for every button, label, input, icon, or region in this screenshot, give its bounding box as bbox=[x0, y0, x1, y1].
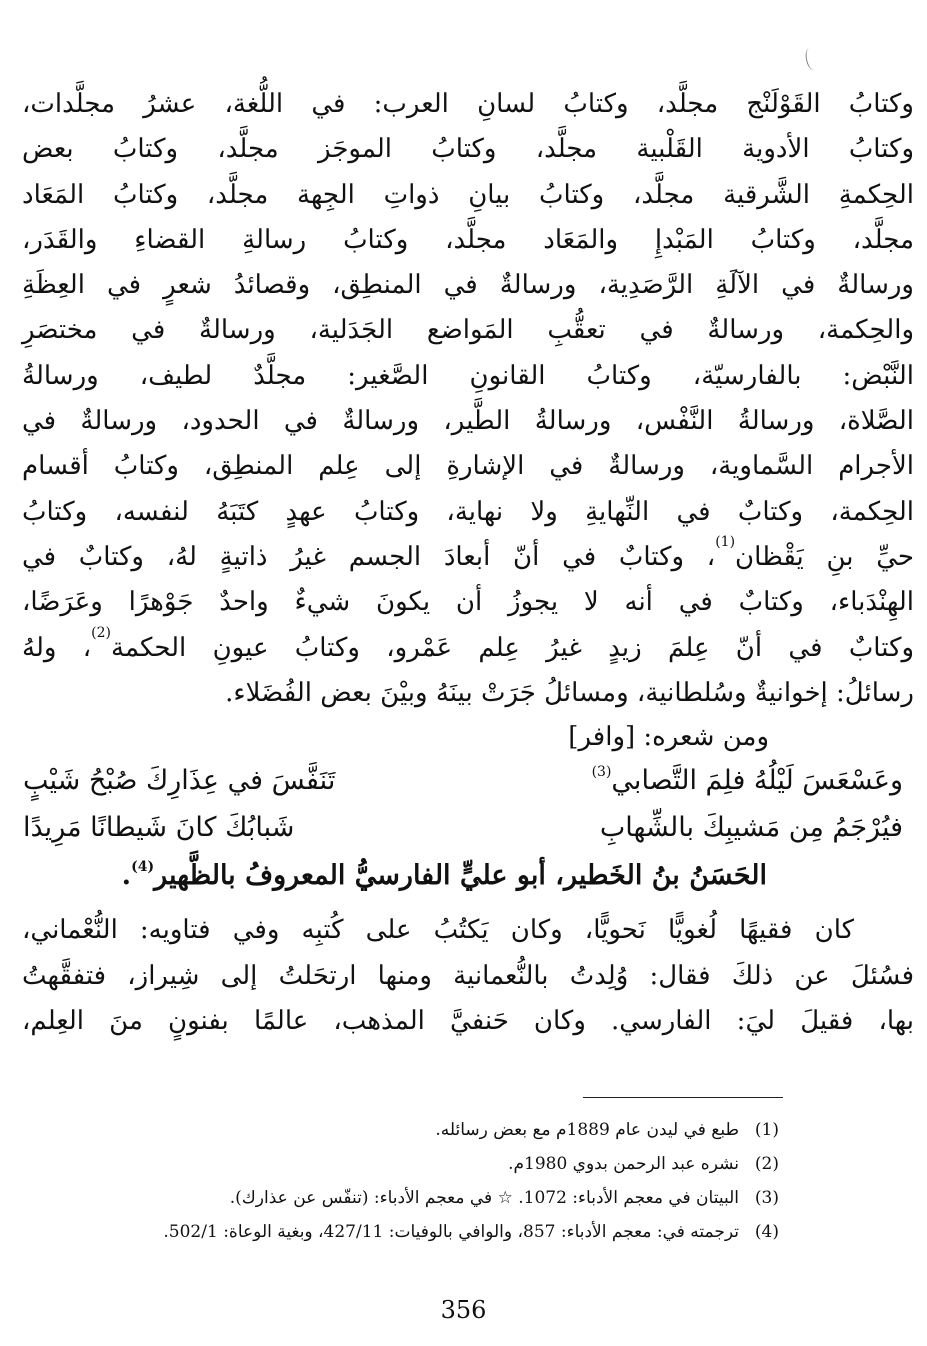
footnote-text: ترجمته في: معجم الأدباء: 857، والوافي بالوفيات: 427/11، وبغية الوعاة: 502/1. bbox=[163, 1222, 739, 1242]
text-line bbox=[22, 626, 914, 671]
text-segment: ، وكتابٌ في أنّ أبعادَ الجسم غيرُ ذاتيةٍ لهُ، وكتابٌ في bbox=[22, 541, 716, 572]
entry-paragraph bbox=[22, 908, 914, 1045]
hemistich-text: وعَسْعَسَ لَيْلُهُ فلِمَ التَّصابي bbox=[611, 765, 903, 796]
text-line: رسائلُ: إخوانيةٌ وسُلطانية، ومسائلُ جَرَتْ بينَهُ وبيْنَ بعض الفُضَلاء. bbox=[225, 677, 914, 708]
footnote-text: نشره عبد الرحمن بدوي 1980م. bbox=[508, 1154, 739, 1174]
footnote-item bbox=[159, 1181, 779, 1215]
footnote-divider bbox=[583, 1097, 783, 1098]
footnote-number: (3) bbox=[754, 1188, 779, 1208]
text-line: الحِكمة، وكتابٌ في النِّهايةِ ولا نهاية، وكتابُ عهدٍ كتَبَهُ لنفسه، وكتابُ bbox=[22, 496, 914, 527]
text-line: النَّبْض: بالفارسيّة، وكتابُ القانونِ الصَّغير: مجلَّدٌ لطيف، ورسالةُ bbox=[22, 360, 914, 391]
text-line: بها، فقيلَ ليَ: الفارسي. وكان حَنفيَّ المذهب، عالمًا بفنونٍ منَ العِلم، bbox=[22, 1006, 914, 1036]
text-line bbox=[22, 535, 914, 580]
verse-line bbox=[23, 812, 903, 843]
footnote-item bbox=[159, 1215, 779, 1249]
entry-heading-text: الحَسَنُ بنُ الخَطير، أبو عليٍّ الفارسيُّ المعروفُ بالظَّهير bbox=[154, 860, 767, 891]
footnote-text: طبع في ليدن عام 1889م مع بعض رسائله. bbox=[435, 1120, 739, 1140]
footnote-item bbox=[159, 1113, 779, 1147]
hemistich-left: شَبابُكَ كانَ شَيطانًا مَرِيدًا bbox=[23, 812, 295, 843]
text-segment: وكتابٌ في أنّ عِلمَ زيدٍ غيرُ عِلم عَمْرو، وكتابُ عيونِ الحكمة bbox=[111, 632, 915, 663]
entry-heading-end: . bbox=[121, 860, 132, 891]
hemistich-right bbox=[592, 765, 903, 796]
text-segment: ، ولهُ bbox=[22, 632, 92, 663]
footnote-mark: (1) bbox=[715, 533, 736, 550]
footnote-number: (1) bbox=[754, 1120, 779, 1140]
page-number: 356 bbox=[440, 1296, 487, 1324]
footnote-text: البيتان في معجم الأدباء: 1072. ☆ في معجم الأدباء: (تنفّس عن عذارك). bbox=[229, 1188, 739, 1208]
text-line: الصَّلاة، ورسالةُ النَّفْس، ورسالةُ الطَّير، ورسالةٌ في الحدود، ورسالةٌ في bbox=[22, 406, 914, 437]
footnote-number: (4) bbox=[754, 1222, 779, 1242]
footnote-mark: (2) bbox=[91, 624, 111, 641]
text-line: ورسالةٌ في الآلَةِ الرَّصَدِية، ورسالةٌ في المنطِق، وقصائدُ شعرٍ في العِظَةِ bbox=[22, 270, 914, 301]
entry-heading bbox=[122, 860, 767, 891]
text-line: وكتابُ القَوْلَنْج مجلَّد، وكتابُ لسانِ العرب: في اللُّغة، عشرُ مجلَّدات، bbox=[22, 89, 914, 119]
footnote-number: (2) bbox=[754, 1154, 779, 1174]
text-line: مجلَّد، وكتابُ المَبْدإِ والمَعَاد مجلَّد، وكتابُ رسالةِ القضاءِ والقَدَر، bbox=[22, 224, 914, 255]
text-segment: حيِّ بنِ يَقْظان bbox=[735, 541, 914, 572]
text-line: الحِكمةِ الشَّرقية مجلَّد، وكتابُ بيانِ ذواتِ الجِهة مجلَّد، وكتابُ المَعَاد bbox=[22, 179, 914, 210]
poem-intro: ومن شعره: [وافر] bbox=[568, 722, 769, 752]
footnotes bbox=[159, 1113, 779, 1249]
main-paragraph bbox=[22, 82, 914, 716]
text-line: فسُئلَ عن ذلكَ فقال: وُلِدتُ بالنُّعمانية ومنها ارتحَلتُ إلى شِيراز، فتفقَّهتُ bbox=[22, 960, 914, 991]
text-line: الأجرام السَّماوية، ورسالةٌ في الإشارةِ إلى عِلم المنطِق، وكتابُ أقسام bbox=[22, 451, 914, 482]
footnote-mark: (3) bbox=[591, 764, 612, 780]
text-line: وكتابُ الأدوية القَلْبية مجلَّد، وكتابُ الموجَز مجلَّد، وكتابُ بعض bbox=[22, 134, 914, 165]
footnote-mark: (4) bbox=[131, 859, 155, 875]
verse-line bbox=[23, 765, 903, 796]
hemistich-right: فيُرْجَمُ مِن مَشيبِكَ بالشِّهابِ bbox=[599, 812, 903, 843]
margin-mark bbox=[804, 47, 819, 71]
hemistich-left: تَنَفَّسَ في عِذَارِكَ صُبْحُ شَيْبٍ bbox=[23, 765, 336, 796]
text-line: والحِكمة، ورسالةٌ في تعقُّبِ المَواضع الجَدَلية، ورسالةٌ في مختصَرِ bbox=[22, 315, 914, 346]
footnote-item bbox=[159, 1147, 779, 1181]
text-line: كان فقيهًا لُغويًّا نَحويًّا، وكان يَكتُبُ على كُتبِه وفي فتاويه: النُّعْماني، bbox=[22, 915, 854, 945]
text-line: الهِنْدَباء، وكتابٌ في أنه لا يجوزُ أن يكونَ شيءٌ واحدٌ جَوْهرًا وعَرَضًا، bbox=[22, 587, 914, 618]
